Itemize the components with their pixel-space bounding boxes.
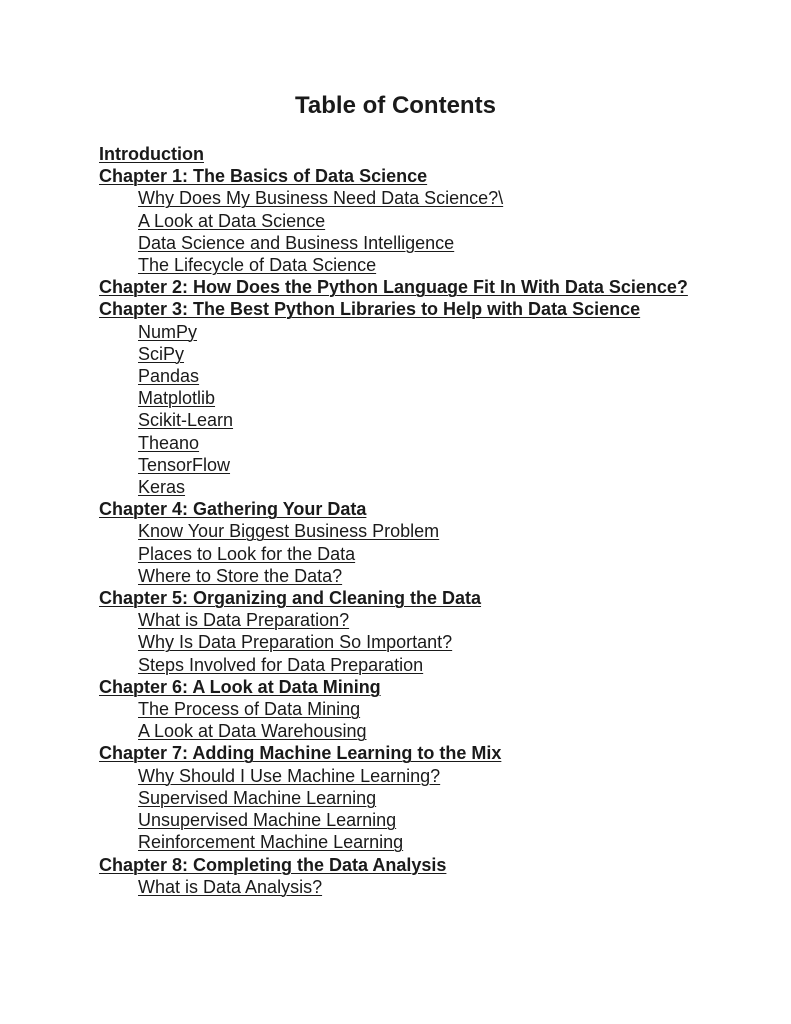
toc-chapter-link[interactable]: Chapter 5: Organizing and Cleaning the Data [99,588,482,609]
toc-section-link[interactable]: What is Data Analysis? [138,876,323,897]
toc-section-link[interactable]: Reinforcement Machine Learning [138,832,404,853]
toc-chapter-link[interactable]: Chapter 4: Gathering Your Data [99,499,367,520]
toc-section-link[interactable]: Steps Involved for Data Preparation [138,654,424,675]
toc-section-link[interactable]: TensorFlow [138,454,231,475]
toc-section-link[interactable]: Why Does My Business Need Data Science?\ [138,188,504,209]
toc-section-link[interactable]: The Process of Data Mining [138,699,361,720]
toc-section-link[interactable]: A Look at Data Science [138,210,326,231]
toc-section-link[interactable]: Supervised Machine Learning [138,787,377,808]
toc-section-link[interactable]: NumPy [138,321,198,342]
toc-chapter-link[interactable]: Chapter 6: A Look at Data Mining [99,676,381,697]
toc-chapter-link[interactable]: Chapter 7: Adding Machine Learning to the Mix [99,743,502,764]
toc-section-link[interactable]: Keras [138,477,186,498]
toc-section-link[interactable]: Know Your Biggest Business Problem [138,521,440,542]
toc-chapter-link[interactable]: Chapter 8: Completing the Data Analysis [99,854,447,875]
toc-chapter-link[interactable]: Chapter 2: How Does the Python Language Fit In With Data Science? [99,277,688,298]
toc-section-link[interactable]: What is Data Preparation? [138,610,350,631]
toc-section-link[interactable]: SciPy [138,343,185,364]
toc-chapter-link[interactable]: Chapter 3: The Best Python Libraries to Help with Data Science [99,299,641,320]
toc-section-link[interactable]: Why Is Data Preparation So Important? [138,632,453,653]
page-title: Table of Contents [295,92,496,119]
toc-section-link[interactable]: A Look at Data Warehousing [138,721,367,742]
toc-section-link[interactable]: Places to Look for the Data [138,543,356,564]
toc-section-link[interactable]: Where to Store the Data? [138,565,343,586]
toc-section-link[interactable]: Scikit-Learn [138,410,234,431]
toc-section-link[interactable]: Data Science and Business Intelligence [138,232,455,253]
toc-section-link[interactable]: The Lifecycle of Data Science [138,255,377,276]
toc-section-link[interactable]: Theano [138,432,200,453]
toc-section-link[interactable]: Unsupervised Machine Learning [138,810,397,831]
table-of-contents [99,143,699,898]
toc-section-link[interactable]: Why Should I Use Machine Learning? [138,765,441,786]
toc-chapter-link[interactable]: Chapter 1: The Basics of Data Science [99,166,428,187]
toc-chapter-link[interactable]: Introduction [99,144,204,164]
toc-section-link[interactable]: Pandas [138,366,200,387]
toc-section-link[interactable]: Matplotlib [138,388,216,409]
